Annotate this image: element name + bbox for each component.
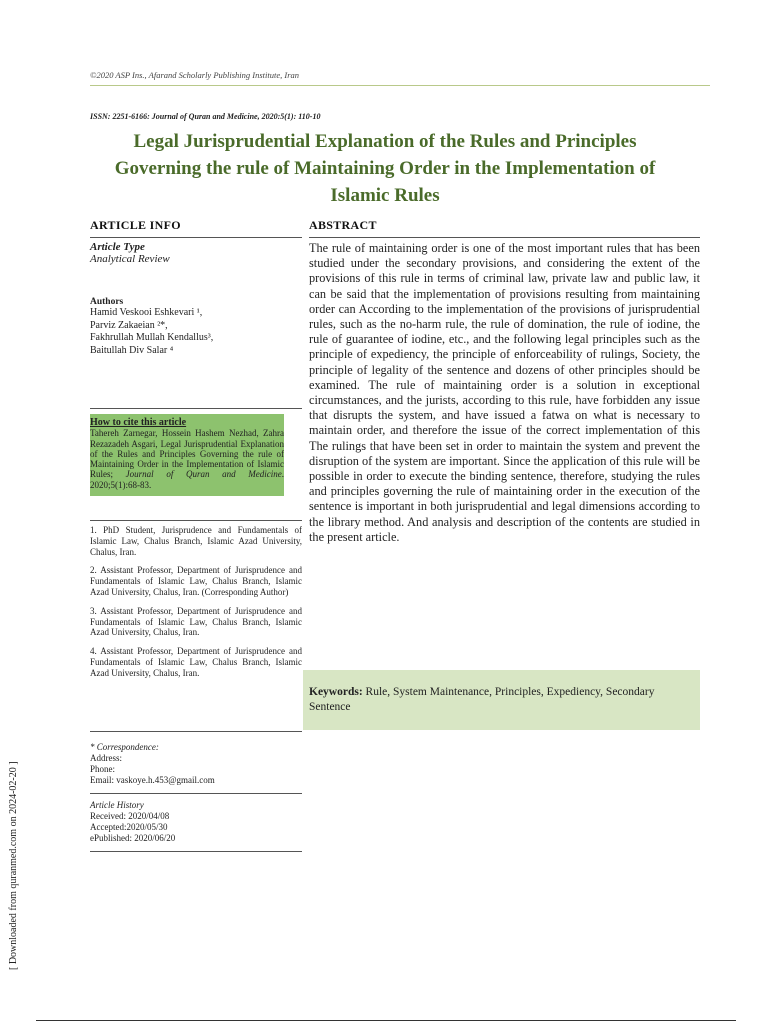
- citation-text: Tahereh Zarnegar, Hossein Hashem Nezhad, Zahra Rezazadeh Asgari, Legal Jurisprudential Explanation of the Rules and Principles Governing the rule of Maintaining Order in the Implementation of Islamic Rules;: [90, 428, 284, 480]
- history-end-divider: [90, 851, 302, 852]
- affiliations-list: [90, 520, 302, 683]
- citation-suffix: . 2020;5(1):68-83.: [90, 469, 285, 490]
- author-item: Parviz Zakaeian ²*,: [90, 319, 168, 331]
- journal-copyright: ©2020 ASP Ins., Afarand Scholarly Publishing Institute, Iran: [90, 70, 300, 80]
- abstract-heading: ABSTRACT: [309, 218, 377, 232]
- history-published: ePublished: 2020/06/20: [90, 833, 176, 843]
- history-divider: [90, 793, 302, 794]
- history-received: Received: 2020/04/08: [90, 811, 170, 821]
- keywords-box: [303, 670, 700, 730]
- citation-journal: Journal of Quran and Medicine: [125, 469, 282, 480]
- article-info-heading: ARTICLE INFO: [90, 218, 181, 232]
- correspondence-section: [90, 742, 302, 786]
- history-label: Article History: [90, 800, 144, 810]
- abstract-divider: [309, 237, 700, 238]
- how-to-cite-box: [90, 414, 284, 496]
- keywords-value: Rule, System Maintenance, Principles, Expediency, Secondary Sentence: [309, 686, 655, 713]
- cite-divider: [90, 408, 302, 409]
- abstract-section: [309, 218, 700, 545]
- article-info-divider: [90, 237, 302, 238]
- article-title: Legal Jurisprudential Explanation of the Rules and Principles Governing the rule of Maintaining Order in the Implementation of Islamic Rules: [114, 131, 656, 206]
- affiliation-item: 4. Assistant Professor, Department of Jurisprudence and Fundamentals of Islamic Law, Chalus Branch, Islamic Azad University, Chalus, Iran.: [90, 646, 302, 678]
- article-history-section: [90, 800, 302, 844]
- article-info-section: [90, 218, 302, 265]
- correspondence-email[interactable]: Email: vaskoye.h.453@gmail.com: [90, 775, 215, 785]
- author-item: Hamid Veskooi Eshkevari ¹,: [90, 307, 203, 318]
- correspondence-address: Address:: [90, 753, 122, 763]
- authors-label: Authors: [90, 297, 124, 307]
- issn-line: ISSN: 2251-6166: Journal of Quran and Medicine, 2020:5(1): 110-10: [90, 112, 321, 121]
- author-list: [90, 307, 302, 357]
- header-divider: [90, 85, 710, 86]
- keywords-label: Keywords:: [309, 686, 363, 698]
- authors-section: [90, 297, 302, 357]
- abstract-text: The rule of maintaining order is one of the most important rules that has been studied under the secondary provisions, and considering the extent of the provisions of this rule in terms of criminal law, private law and public law, it can be said that the implementation of provisions resulting from maintaining order can According to the implementation of the provisions of jurisprudential rules, such as the no-harm rule, the rule of domination, the rule of iodine, the rule of guarantee of iodine, etc., and the following legal principles such as the principle of expediency, the principle of enforceability of rulings, Society, the principle of legality of the sentence and dozens of other principles should be examined. The rule of maintaining order is a solution in exceptional circumstances, and the jurists, according to this rule, have forbidden any issue that disrupts the system, and have issued a fatwa on what is necessary to maintain order, and therefore the issue of the correct implementation of this The rulings that have been set in order to maintain the system and prevent the disruption of the system are important. Since the application of this rule will be possible in order to execute the binding sentence, therefore, studying the rules and principles governing the rule of maintaining order in the execution of the sentence is important in both jurisprudential and legal dimensions according to the library method. And analysis and description of the contents are studied in the present article.: [309, 241, 700, 544]
- article-type-label: Article Type: [90, 241, 145, 253]
- download-watermark: [ Downloaded from quranmed.com on 2024-02-20 ]: [8, 761, 19, 970]
- affiliation-item: 1. PhD Student, Jurisprudence and Fundamentals of Islamic Law, Chalus Branch, Islamic Azad University, Chalus, Iran.: [90, 520, 302, 561]
- correspondence-label: * Correspondence:: [90, 742, 159, 752]
- page-bottom-rule: [36, 1020, 736, 1021]
- affiliation-item: 3. Assistant Professor, Department of Jurisprudence and Fundamentals of Islamic Law, Chalus Branch, Islamic Azad University, Chalus, Iran.: [90, 605, 302, 638]
- author-item: Baitullah Div Salar ⁴: [90, 344, 174, 356]
- author-item: Fakhrullah Mullah Kendallus³,: [90, 332, 214, 343]
- affiliation-item: 2. Assistant Professor, Department of Jurisprudence and Fundamentals of Islamic Law, Chalus Branch, Islamic Azad University, Chalus, Iran. (Corresponding Author): [90, 565, 302, 597]
- correspondence-phone: Phone:: [90, 764, 116, 774]
- correspondence-divider: [90, 731, 302, 732]
- history-accepted: Accepted:2020/05/30: [90, 822, 168, 832]
- article-type-value: Analytical Review: [90, 253, 170, 265]
- how-to-cite-heading: How to cite this article: [90, 417, 187, 428]
